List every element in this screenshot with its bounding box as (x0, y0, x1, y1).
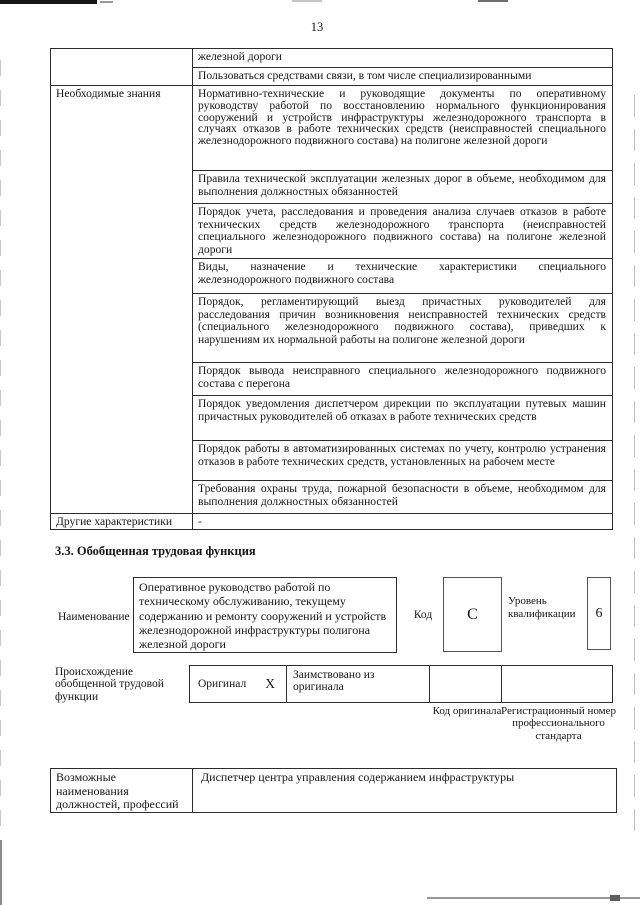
qualification-level-label: Уровень квалификации (508, 595, 576, 620)
origin-regnumber-cell-empty (502, 666, 612, 702)
generalized-function-name-box: Оперативное руководство работой по техническому обслуживанию, текущему содержанию и ремонту сооружений и устройств железнодорожной инфраструктуры полигона железной дороги (133, 577, 397, 653)
knowledge-item: Требования охраны труда, пожарной безопасности в объеме, необходимом для выполнения должностных обязанностей (193, 481, 612, 514)
knowledge-table (50, 48, 613, 530)
code-value-box: С (443, 577, 502, 652)
section-heading: 3.3. Обобщенная трудовая функция (55, 544, 256, 558)
other-characteristics-label: Другие характеристики (56, 515, 173, 528)
code-label: Код (413, 609, 433, 621)
scan-artifact-bottom-mark (610, 895, 620, 901)
scan-artifact-left-edge (0, 840, 2, 905)
origin-original-cell (190, 666, 287, 702)
job-titles-table (50, 768, 617, 813)
other-characteristics-value: - (198, 515, 202, 528)
knowledge-item: Правила технической эксплуатации железных дорог в объеме, необходимом для выполнения должностных обязанностей (193, 171, 612, 204)
knowledge-item: Порядок работы в автоматизированных системах по учету, контролю устранения отказов в работе технических средств, установленных на рабочем месте (193, 441, 612, 481)
scan-artifact-top-dash (292, 0, 322, 2)
scan-artifact-top-dash (478, 0, 508, 2)
empty-cell (51, 49, 192, 86)
knowledge-item: Порядок, регламентирующий выезд причастных руководителей для расследования причин возникновения неисправностей технических средств (специального железнодорожного подвижного состава), приведших к нарушениям их нормальной работы на полигоне железной дороги (193, 294, 612, 363)
scan-artifact-left-edge (0, 60, 1, 835)
scan-artifact-right-edge (634, 95, 635, 835)
table-cell-continuation: железной дороги (193, 49, 612, 68)
code-original-label: Код оригинала (432, 705, 502, 717)
job-titles-label: Возможные наименования должностей, профессий (51, 769, 193, 812)
origin-borrowed-cell: Заимствовано из оригинала (287, 666, 430, 702)
knowledge-table-right-column (193, 49, 612, 529)
origin-label: Происхождение обобщенной трудовой функции (55, 666, 164, 703)
page-number: 13 (310, 20, 324, 34)
knowledge-item: Виды, назначение и технические характеристики специального железнодорожного подвижного состава (193, 259, 612, 294)
job-titles-value: Диспетчер центра управления содержанием инфраструктуры (201, 770, 515, 784)
origin-table (189, 665, 613, 703)
original-mark-x: X (265, 675, 275, 691)
scan-artifact-top-dash (100, 1, 113, 3)
qualification-level-box: 6 (587, 577, 611, 650)
origin-code-cell-empty (430, 666, 502, 702)
registration-number-label: Регистрационный номер профессионального стандарта (500, 705, 617, 742)
scan-artifact-top-bar (0, 0, 97, 4)
knowledge-item: Нормативно-технические и руководящие документы по оперативному руководству работой по восстановлению нормального функционирования сооружений и устройств инфраструктуры железнодорожного транспорта в случаях отказов в работе технических средств (неисправностей специального железнодорожного подвижного состава) на полигоне железной дороги (193, 86, 612, 171)
knowledge-row-label: Необходимые знания (51, 86, 192, 514)
table-cell-continuation: Пользоваться средствами связи, в том числе специализированными (193, 68, 612, 86)
knowledge-item: Порядок уведомления диспетчером дирекции по эксплуатации путевых машин причастных руководителей об отказах в работе технических средств (193, 396, 612, 441)
knowledge-table-left-column (51, 49, 193, 529)
name-label: Наименование (58, 611, 130, 623)
knowledge-item: Порядок вывода неисправного специального железнодорожного подвижного состава с перегона (193, 363, 612, 396)
scan-artifact-bottom-line (427, 897, 640, 899)
knowledge-item: Порядок учета, расследования и проведения анализа случаев отказов в работе технических средств железнодорожного транспорта (неисправностей специального железнодорожного подвижного состава) на полигоне железной дороги (193, 204, 612, 259)
original-label: Оригинал (198, 677, 247, 690)
